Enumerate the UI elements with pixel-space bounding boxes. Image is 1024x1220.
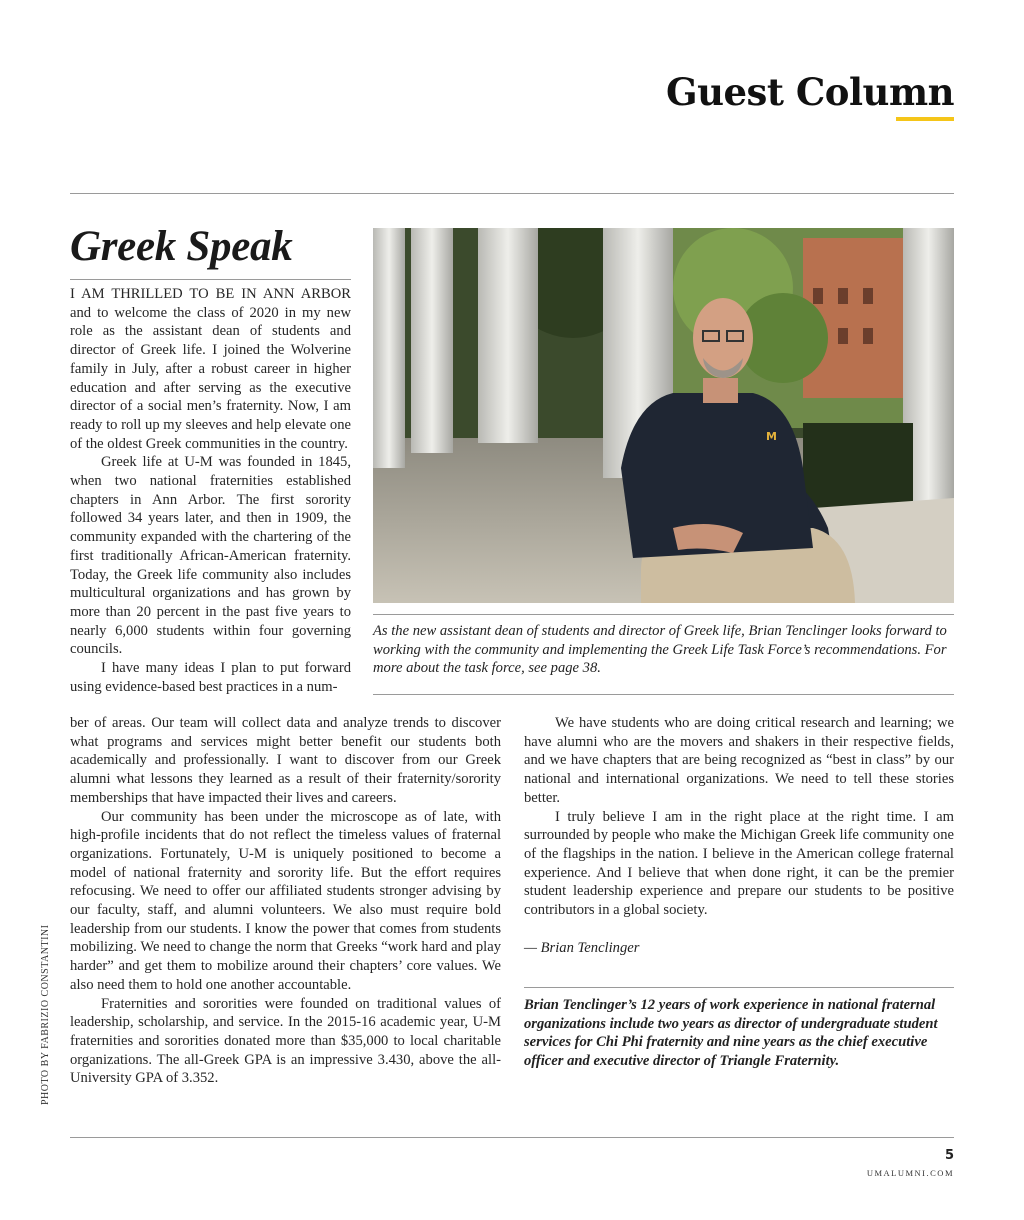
article-paragraph: I have many ideas I plan to put forward using evidence-based best practices in a num- bbox=[70, 660, 351, 695]
article-title: Greek Speak bbox=[70, 223, 293, 270]
photo-credit: PHOTO BY FABRIZIO CONSTANTINI bbox=[40, 924, 51, 1105]
page-number: 5 bbox=[944, 1148, 954, 1163]
header-rule bbox=[70, 193, 954, 194]
article-paragraph: Our community has been under the microscope as of late, with high-profile incidents that do not reflect the timeless values of fraternal organizations. Fortunately, U-M is uniquely positioned to become a model of national fraternity and sorority life. But the effort requires refocusing. We need to offer our affiliated students stronger advising by our faculty, staff, and alumni volunteers. We also must require bold leadership from our students. I know the power that comes from students mobilizing. We need to change the norm that Greeks “work hard and play harder” and get them to mobilize around their chapters’ core values. We also need them to hold one another accountable. bbox=[70, 808, 501, 993]
article-paragraph-text: and to welcome the class of 2020 in my new role as the assistant dean of students and director of Greek life. I joined the Wolverine family in July, after a robust career in higher education and after serving as the executive director of a social men’s fraternity. Now, I am ready to roll up my sleeves and help elevate one of the oldest Greek communities in the country. bbox=[70, 304, 351, 452]
section-title-underline bbox=[896, 117, 954, 121]
article-paragraph: We have students who are doing critical research and learning; we have alumni who are the movers and shakers in their respective fields, and we have chapters that are being recognized as “best in class” by our national and international organizations. We need to tell these stories better. bbox=[524, 715, 954, 806]
article-paragraph: ber of areas. Our team will collect data and analyze trends to discover what programs and services might better benefit our students both academically and professionally. I want to discover from our Greek alumni what lessons they learned as a result of their fraternity/sorority memberships that have impacted their lives and careers. bbox=[70, 715, 501, 806]
portrait-photo bbox=[373, 228, 954, 603]
article-paragraph: Fraternities and sororities were founded on traditional values of leadership, scholarship, and service. In the 2015-16 academic year, U-M fraternities and sororities donated more than $35,000 to local charitable organizations. The all-Greek GPA is an impressive 3.430, above the all-University GPA of 3.352. bbox=[70, 995, 501, 1087]
article-column-narrow bbox=[70, 285, 351, 696]
photo-caption: As the new assistant dean of students and director of Greek life, Brian Tenclinger looks forward to working with the community and implementing the Greek Life Task Force’s recommendations. For more about the task force, see page 38. bbox=[373, 623, 947, 677]
author-bio: Brian Tenclinger’s 12 years of work experience in national fraternal organizations include two years as director of undergraduate student services for Chi Phi fraternity and nine years as the chief executive officer and executive director of Triangle Fraternity. bbox=[524, 997, 938, 1070]
article-paragraph bbox=[70, 285, 351, 453]
title-rule bbox=[70, 279, 351, 280]
shirt-logo: M bbox=[766, 430, 777, 443]
bio-rule bbox=[524, 987, 954, 988]
site-url: UMALUMNI.COM bbox=[866, 1168, 954, 1178]
article-paragraph: I truly believe I am in the right place at the right time. I am surrounded by people who make the Michigan Greek life community one of the flagships in the nation. I believe in the American college fraternal experience. And I believe that when done right, it can be the premier student leadership experience and prepare our students to be positive contributors in a global society. bbox=[524, 808, 954, 919]
footer-rule bbox=[70, 1137, 954, 1138]
article-paragraph: Greek life at U-M was founded in 1845, when two national fraternities established chapters in Ann Arbor. The first sorority followed 34 years later, and then in 1909, the community expanded with the chartering of the first traditionally African-American fraternity. Today, the Greek life community also includes multicultural organizations and has grown by more than 20 percent in the past five years to nearly 6,000 students within four governing councils. bbox=[70, 454, 351, 658]
photo-rule bbox=[373, 614, 954, 615]
section-title: Guest Column bbox=[666, 70, 954, 114]
article-column-right bbox=[524, 714, 954, 920]
article-lead-in: I AM THRILLED TO BE IN ANN ARBOR bbox=[70, 286, 351, 302]
caption-rule bbox=[373, 694, 954, 695]
author-signature: — Brian Tenclinger bbox=[524, 940, 640, 956]
article-column-left bbox=[70, 714, 501, 1088]
